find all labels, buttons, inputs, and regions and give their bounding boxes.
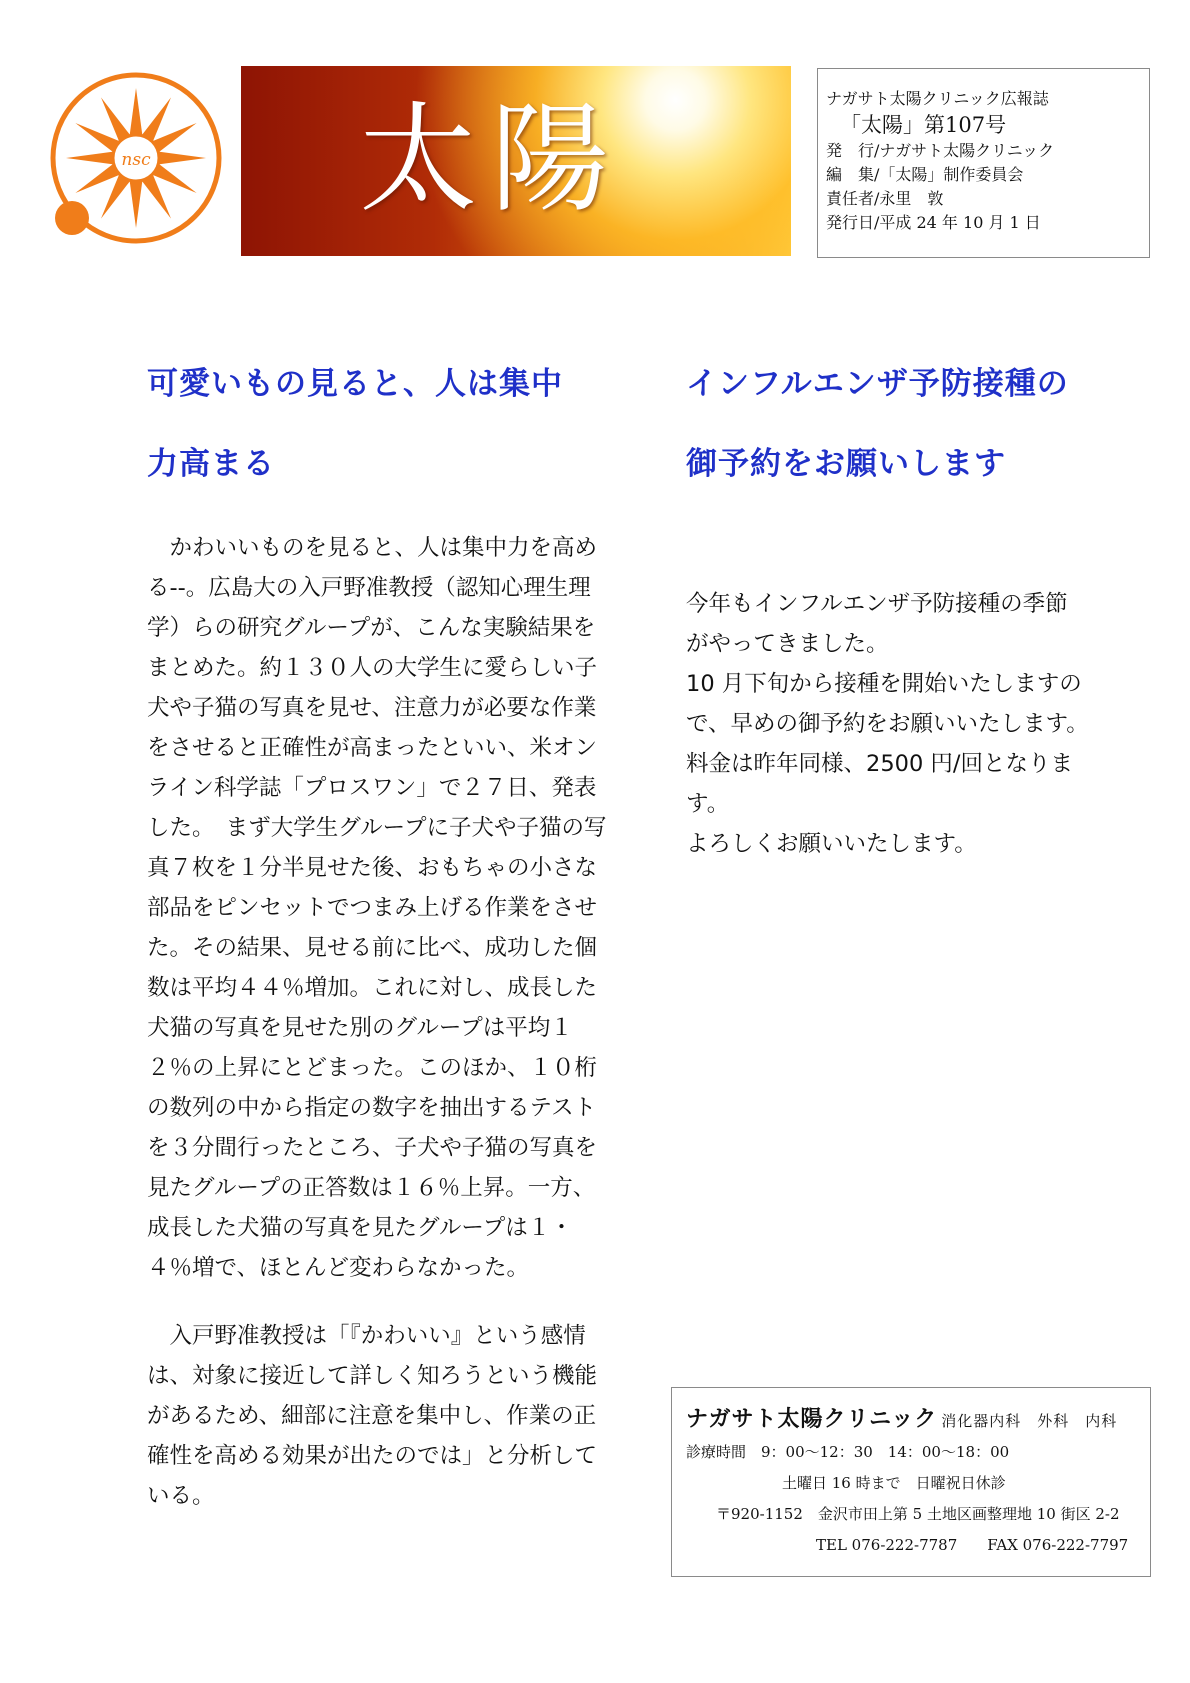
clinic-name: ナガサト太陽クリニック [686,1407,938,1432]
clinic-phone: TEL 076-222-7787 FAX 076-222-7797 [816,1536,1129,1554]
left-paragraph-1: かわいいものを見ると、人は集中力を高める--。広島大の入戸野准教授（認知心理生理学）らの研究グループが、こんな実験結果をまとめた。約１３０人の大学生に愛らしい子犬や子猫の写真を見せ、注意力が必要な作業をさせると正確性が高まったといい、米オンライン科学誌「プロスワン」で２７日、発表した。 まず大学生グループに子犬や子猫の写真７枚を１分半見せた後、おもちゃの小さな部品をピンセットでつまみ上げる作業をさせた。その結果、見せる前に比べ、成功した個数は平均４４％増加。これに対し、成長した犬猫の写真を見せた別のグループは平均１２％の上昇にとどまった。このほか、１０桁の数列の中から指定の数字を抽出するテストを３分間行ったところ、子犬や子猫の写真を見たグループの正答数は１６％上昇。一方、成長した犬猫の写真を見たグループは１・４％増で、ほとんど変わらなかった。 [147,535,607,1281]
right-line: よろしくお願いいたします。 [686,831,977,857]
clinic-hours: 診療時間 9：00～12：30 14：00～18：00 [686,1443,1010,1461]
clinic-address: 〒920-1152 金沢市田上第 5 土地区画整理地 10 街区 2-2 [716,1505,1120,1523]
magazine-name: ナガサト太陽クリニック広報誌 [826,89,1049,108]
publication-info-box [817,68,1150,258]
right-line: 今年もインフルエンザ予防接種の季節 [686,591,1068,617]
issue-number: 「太陽」第107号 [840,113,1007,137]
left-headline-line2: 力高まる [147,446,275,482]
left-paragraph-2: 入戸野准教授は「『かわいい』という感情は、対象に接近して詳しく知ろうという機能があるため、細部に注意を集中し、作業の正確性を高める効果が出たのでは」と分析している。 [147,1323,598,1509]
left-headline-line1: 可愛いもの見ると、人は集中 [147,366,563,402]
sun-logo-icon [44,72,224,252]
right-article-headline [686,344,1069,504]
right-line: がやってきました。 [686,631,889,657]
right-line: 料金は昨年同様、2500 円/回となりま [686,751,1073,777]
clinic-holidays: 土曜日 16 時まで 日曜祝日休診 [782,1474,1006,1492]
clinic-info-box [671,1387,1151,1577]
header-banner [241,66,791,256]
left-article-headline [147,344,563,504]
responsible-line: 責任者/永里 敦 [826,189,944,208]
right-line: で、早めの御予約をお願いいたします。 [686,711,1089,737]
editor-line: 編 集/「太陽」制作委員会 [826,165,1024,184]
banner-title: 太陽 [359,90,624,228]
publisher-line: 発 行/ナガサト太陽クリニック [826,141,1055,160]
right-line: す。 [686,791,730,817]
left-article-body [147,528,617,1516]
right-line: 10 月下旬から接種を開始いたしますの [686,671,1082,697]
clinic-departments: 消化器内科 外科 内科 [941,1412,1118,1430]
publish-date: 発行日/平成 24 年 10 月 1 日 [826,213,1041,232]
right-article-body [686,584,1146,864]
right-headline-line2: 御予約をお願いします [686,446,1006,482]
clinic-logo [44,72,224,252]
logo-letters: nsc [121,150,151,170]
right-headline-line1: インフルエンザ予防接種の [686,366,1069,402]
